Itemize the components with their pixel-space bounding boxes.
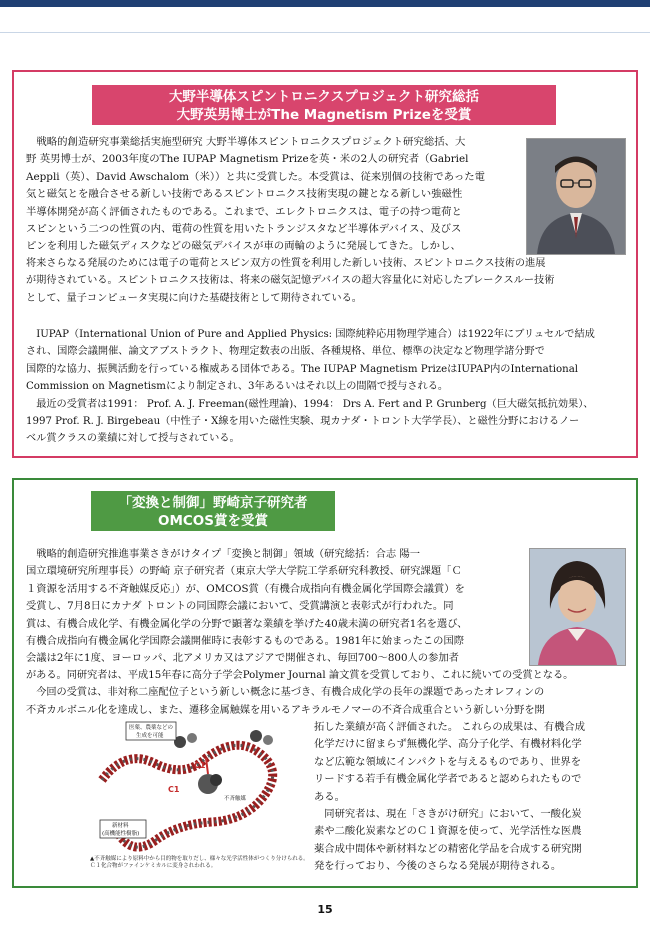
- article2-title-line1: 「変換と制御」野崎京子研究者: [118, 495, 308, 511]
- portrait-photo-ohno: [526, 138, 626, 255]
- article1-title-banner: [92, 85, 556, 125]
- article1-title-line2: 大野英男博士がThe Magnetism Prizeを受賞: [176, 107, 472, 123]
- text-line: 有機合成指向有機金属化学国際会議開催時に表彰するものである。1981年に始まったこの国際: [26, 635, 465, 648]
- figure-label-asym: 不斉触媒: [224, 796, 247, 802]
- article2-right-column: [314, 719, 626, 876]
- text-line: 薬合成中間体や新材料などの精密化学品を合成する研究開: [314, 842, 582, 855]
- text-line: 今回の受賞は、非対称二座配位子という新しい概念に基づき、有機合成化学の長年の課題であったオレフィンの: [36, 687, 545, 699]
- text-line: ベル賞クラスの業績に対して授与されている。: [26, 433, 240, 445]
- text-line: がある。同研究者は、平成15年春に高分子学会Polymer Journal 論文賞を受賞しており、これに続いての受賞となる。: [26, 670, 574, 681]
- text-line: 同研究者は、現在「さきがけ研究」において、一酸化炭: [324, 808, 582, 821]
- article2-para1-bottom: [26, 667, 626, 719]
- page-number: 15: [317, 903, 333, 916]
- article-nozaki-prize: [12, 478, 638, 888]
- article2-title-line2: OMCOS賞を受賞: [157, 513, 269, 529]
- text-line: 気と磁気とを融合させる新しい技術であるスピントロニクス技術実現の鍵となる新しい強磁性: [26, 188, 463, 201]
- header-bar: [0, 0, 650, 7]
- text-line: Commission on Magnetismにより制定され、3年あるいはそれ以上の間隔で授与される。: [26, 381, 449, 393]
- text-line: 最近の受賞者は1991： Prof. A. J. Freeman(磁性理論)、1994： Drs A. Fert and P. Grunberg（巨大磁気抵抗効果）、: [36, 398, 594, 410]
- molecular-structure-figure: [86, 718, 316, 875]
- article1-para2: [26, 326, 626, 448]
- figure-label-c1-a: C1: [194, 761, 206, 770]
- text-line: 戦略的創造研究推進事業さきがけタイプ「変換と制御」領域（研究総括：合志 陽一: [36, 548, 421, 560]
- text-line: 野 英男博士が、2003年度のThe IUPAP Magnetism Prizeを英・米の2人の研究者（Gabriel: [26, 153, 469, 166]
- figure-label-top-2: 生成を可能: [136, 733, 164, 739]
- text-line: 会議は2年に1度、ヨーロッパ、北アメリカ又はアジアで開催され、毎回700～800人の参加者: [26, 652, 459, 665]
- text-line: 国立環境研究所理事長）の野崎 京子研究者（東京大学大学院工学系研究科教授、研究課題「Ｃ: [26, 565, 462, 578]
- text-line: 不斉カルボニル化を達成し、また、遷移金属触媒を用いるアキラルモノマーの不斉合成重合という新しい分野を開: [26, 704, 545, 716]
- figure-label-top-1: 医薬、農薬などの: [129, 725, 174, 731]
- text-line: 半導体開発が高く評価されたものである。これまで、エレクトロニクスは、電子の持つ電荷と: [26, 205, 462, 218]
- text-line: 拓した業績が高く評価された。 これらの成果は、有機合成: [314, 721, 585, 733]
- text-line: 受賞し、7月8日にカナダ トロントの同国際会議において、受賞講演と表彰式が行われた。同: [26, 600, 454, 613]
- figure-label-c1-b: C1: [168, 785, 180, 794]
- text-line: 発を行っており、今後のさらなる発展が期待される。: [314, 860, 562, 873]
- portrait-photo-nozaki: [529, 548, 626, 666]
- figure-label-material-2: (高機能性樹脂): [102, 831, 140, 837]
- article2-para1-top: [26, 546, 526, 668]
- text-line: スピンという二つの性質の内、電荷の性質を用いたトランジスタなど半導体デバイス、及びス: [26, 223, 462, 236]
- text-line: 1997 Prof. R. J. Birgebeau（中性子・X線を用いた磁性実験、現カナダ・トロント大学学長）、と磁性分野におけるノー: [26, 416, 580, 428]
- text-line: ある。: [314, 790, 345, 803]
- text-line: など広範な領域にインパクトを与えるものであり、世界を: [314, 755, 581, 768]
- portrait-ohno-image: [527, 139, 625, 254]
- text-line: が期待されている。スピントロニクス技術は、将来の磁気記憶デバイスの超大容量化に対応したブレークスルー技術: [26, 275, 555, 287]
- text-line: され、国際会議開催、論文アブストラクト、物理定数表の出版、各種規格、単位、標準の決定など物理学諸分野で: [26, 346, 545, 358]
- article1-para1-top: [26, 134, 526, 256]
- figure-caption: ▲不斉触媒により原料中から目的物を取りだし、様々な光学活性体がつくり分けられる。Ｃ１化合物がファインケミカルに変身されわれる。: [90, 856, 309, 869]
- figure-label-material-1: 新材料: [112, 823, 129, 829]
- text-line: 戦略的創造研究事業総括実施型研究 大野半導体スピントロニクスプロジェクト研究総括、大: [36, 136, 466, 148]
- text-line: 将来さらなる発展のためには電子の電荷とスピン双方の性質を利用した新しい技術、スピントロニクス技術の進展: [26, 258, 546, 269]
- text-line: 素や二酸化炭素などのＣ１資源を使って、光学活性な医農: [314, 825, 582, 838]
- article1-para1-bottom: [26, 255, 626, 307]
- text-line: として、量子コンピュータ実現に向けた基礎技術として期待されている。: [26, 292, 362, 304]
- text-line: ピンを利用した磁気ディスクなどの磁気デバイスが車の両輪のように発展してきた。しかし、: [26, 240, 461, 253]
- text-line: IUPAP（International Union of Pure and Applied Physics: 国際純粋応用物理学連合）は1922年にブリュセルで結成: [36, 329, 595, 340]
- text-line: １資源を活用する不斉触媒反応」）が、OMCOS賞（有機合成指向有機金属化学国際会議賞）を: [26, 582, 465, 595]
- header-line: [0, 32, 650, 33]
- article2-title-banner: [91, 491, 335, 531]
- portrait-nozaki-image: [530, 549, 625, 665]
- article-ohno-prize: [12, 70, 638, 458]
- text-line: 賞は、有機合成化学、有機金属化学の分野で顕著な業績を挙げた40歳未満の研究者1名を選び、: [26, 617, 468, 630]
- text-line: Aeppli（英）、David Awschalom（米））と共に受賞した。本受賞は、従来別個の技術であった電: [26, 170, 486, 183]
- article1-title-line1: 大野半導体スピントロニクスプロジェクト研究総括: [168, 89, 480, 105]
- text-line: リードする若手有機金属化学者であると認められたもので: [314, 773, 582, 786]
- text-line: 化学だけに留まらず無機化学、高分子化学、有機材料化学: [314, 738, 582, 751]
- text-line: 国際的な協力、振興活動を行っている権威ある団体である。The IUPAP Magnetism PrizeはIUPAP内のInternational: [26, 363, 579, 375]
